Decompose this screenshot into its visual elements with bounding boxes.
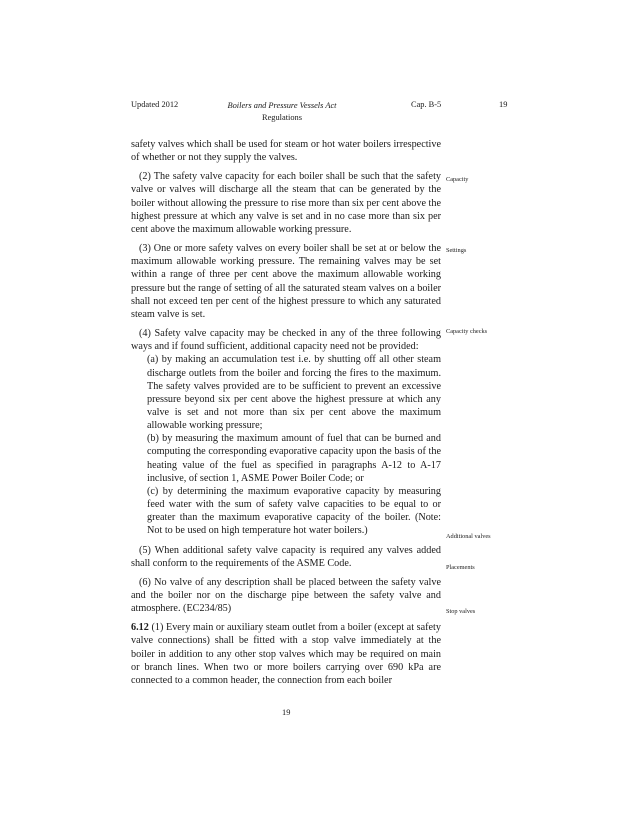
paragraph-2: (2) The safety valve capacity for each boiler shall be such that the safety valve or valves will discharge all the steam that can be generated by the boiler without allowing the pressure to rise more than six per cent above the highest pressure at which any valve is set and in no case more than six per cent above the maximum allowable working pressure. [131, 171, 441, 235]
paragraph-4b: (b) by measuring the maximum amount of fuel that can be burned and computing the corresponding evaporative capacity upon the basis of the heating value of the fuel as specified in paragraphs A-12 to A-17 inclusive, of section 1, ASME Power Boiler Code; or [147, 433, 441, 484]
header-subtitle: Regulations [261, 112, 302, 122]
paragraph-4c: (c) by determining the maximum evaporative capacity by measuring feed water with the sum of safety valve capacities to be equal to or greater than the maximum evaporative capacity of the boiler. (Note: Not to be used on high temperature hot water boilers.) [147, 485, 441, 537]
section-6-12 [131, 621, 441, 687]
paragraph-continuation: safety valves which shall be used for steam or hot water boilers irrespective of whether or not they supply the valves. [131, 139, 441, 164]
header-title [214, 100, 350, 123]
margin-note-additional-valves: Additional valves [446, 533, 491, 540]
header-chapter: Cap. B-5 [411, 100, 442, 109]
margin-note-capacity-checks: Capacity checks [446, 328, 488, 335]
margin-note-settings: Settings [446, 247, 467, 254]
document-body [131, 138, 441, 692]
header-act-title: Boilers and Pressure Vessels Act [227, 101, 337, 110]
margin-note-capacity: Capacity [446, 176, 469, 183]
paragraph-6: (6) No valve of any description shall be placed between the safety valve and the boiler nor on the discharge pipe between the safety valve and atmosphere. (EC234/85) [131, 576, 441, 615]
paragraph-4a: (a) by making an accumulation test i.e. by shutting off all other steam discharge outlets from the boiler and forcing the fires to the maximum. The safety valves provided are to be sufficient to prevent an excessive pressure beyond six per cent above the highest pressure at which any valve is set and not more than six per cent above the maximum allowable working pressure; [147, 354, 441, 432]
paragraph-4-intro: (4) Safety valve capacity may be checked in any of the three following ways and if found sufficient, additional capacity need not be provided: [131, 328, 441, 353]
section-6-12-text: (1) Every main or auxiliary steam outlet from a boiler (except at safety valve connections) shall be fitted with a stop valve immediately at the boiler in addition to any other stop valves which may be required on main or branch lines. When two or more boilers carrying over 690 kPa are connected to a common header, the connection from each boiler [131, 622, 441, 686]
footer-page-number: 19 [282, 708, 291, 717]
paragraph-4 [131, 327, 441, 538]
paragraph-3: (3) One or more safety valves on every boiler shall be set at or below the maximum allowable working pressure. The remaining valves may be set within a range of three per cent above the maximum allowable working pressure but the range of setting of all the saturated steam valves on a boiler shall not exceed ten per cent of the highest pressure to which any saturated steam valve is set. [131, 243, 441, 320]
section-number: 6.12 [131, 622, 149, 634]
header-page-number: 19 [499, 100, 508, 109]
header-updated: Updated 2012 [131, 100, 179, 109]
margin-note-stop-valves: Stop valves [446, 608, 476, 615]
margin-note-placements: Placements [446, 564, 475, 571]
paragraph-5: (5) When additional safety valve capacity is required any valves added shall conform to the requirements of the ASME Code. [131, 544, 441, 569]
